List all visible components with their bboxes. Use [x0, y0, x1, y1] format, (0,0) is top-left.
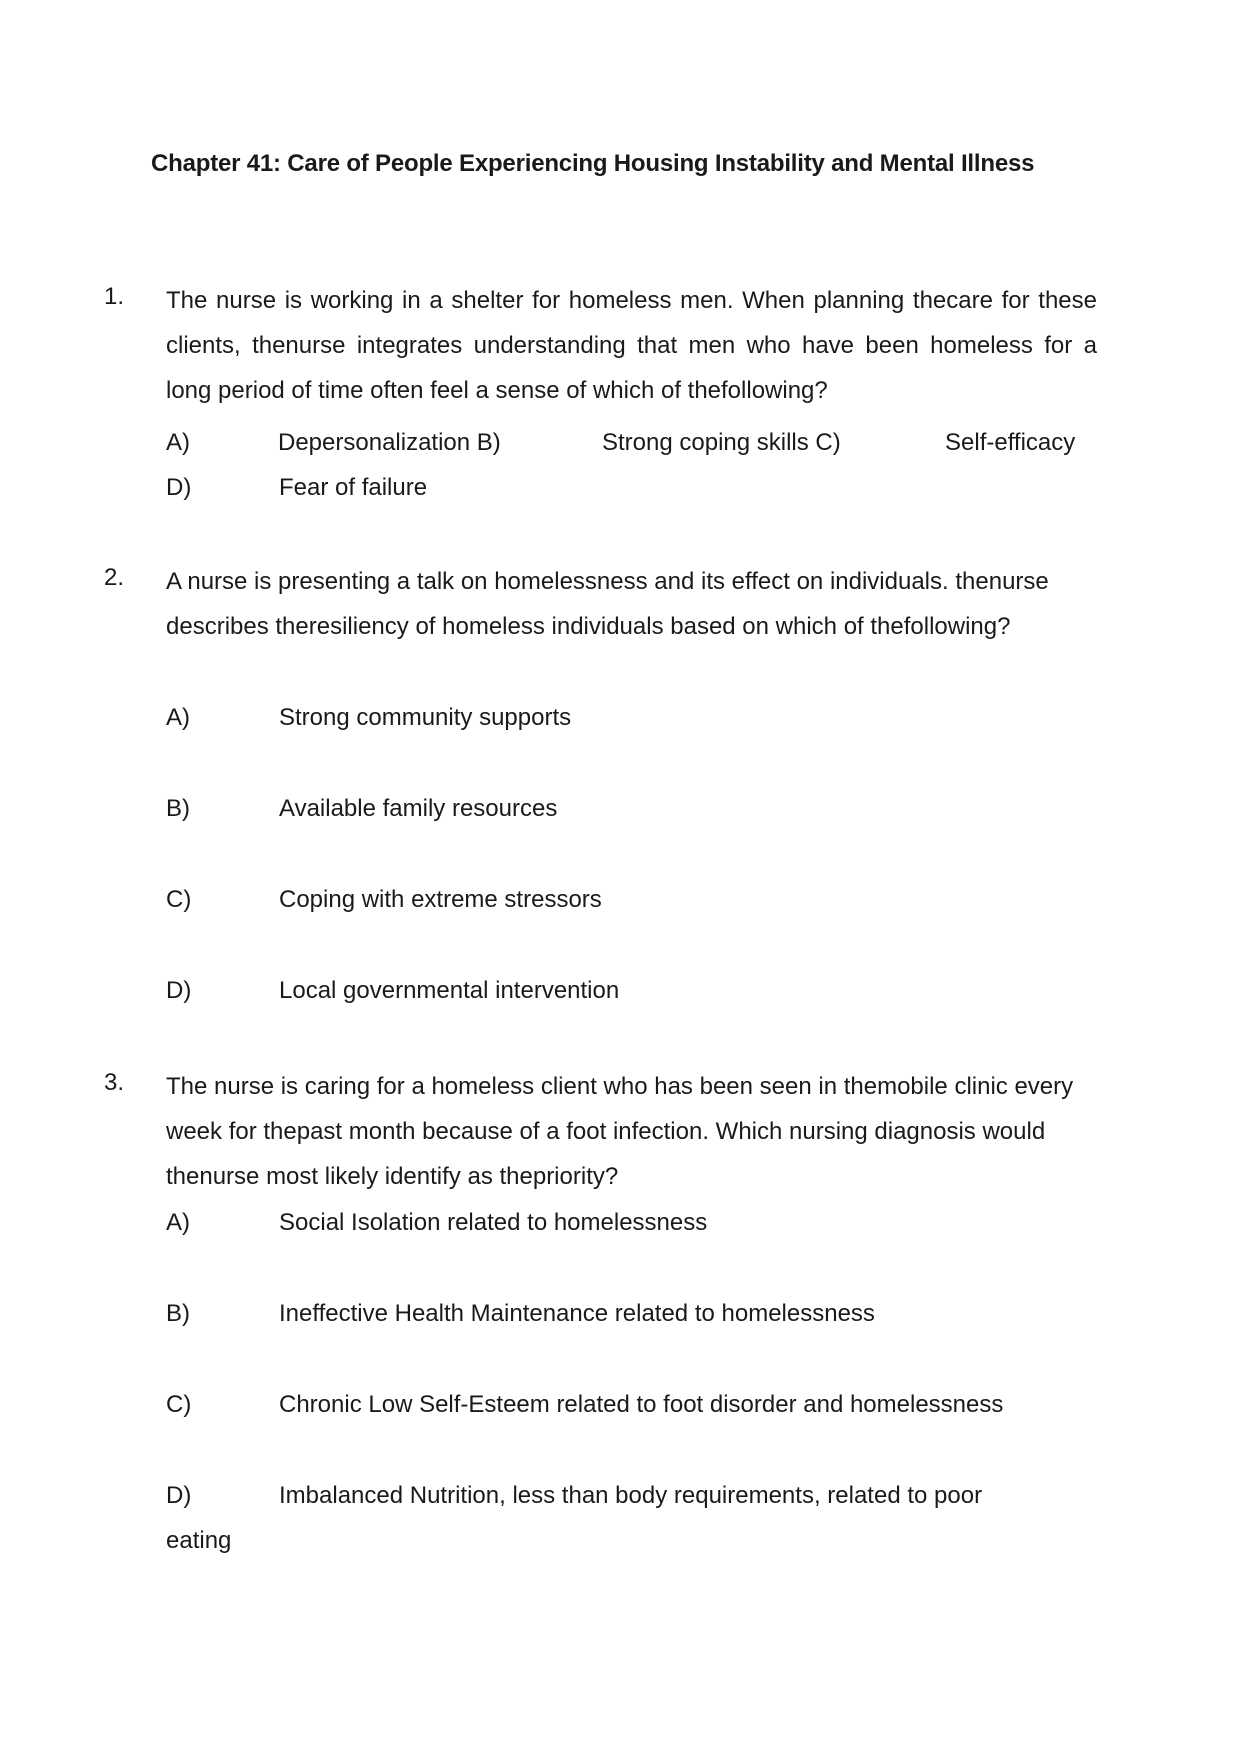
option-letter: D) — [166, 977, 192, 1004]
option-text: Social Isolation related to homelessness — [279, 1209, 708, 1236]
option-text: Strong community supports — [279, 704, 572, 731]
option-text: Ineffective Health Maintenance related to homelessness — [279, 1300, 875, 1327]
option-letter: D) — [166, 474, 192, 501]
option-text: Depersonalization B) — [278, 429, 501, 456]
option-text: Strong coping skills C) — [602, 429, 841, 456]
option-text: Available family resources — [279, 795, 558, 822]
option-text-wrap: eating — [166, 1527, 232, 1554]
question-stem: The nurse is working in a shelter for homeless men. When planning thecare for these clients, thenurse integrates understanding that men who have been homeless for a long period of time often feel a sense of which of thefollowing? — [166, 287, 1097, 404]
option-text: Imbalanced Nutrition, less than body requirements, related to poor — [279, 1482, 983, 1509]
option-letter: A) — [166, 429, 190, 456]
question-stem: A nurse is presenting a talk on homelessness and its effect on individuals. thenurse describes theresiliency of homeless individuals based on which of thefollowing? — [166, 568, 1049, 640]
question-number: 1. — [104, 283, 125, 310]
option-letter: C) — [166, 886, 192, 913]
question-number: 2. — [104, 564, 125, 591]
option-text: Local governmental intervention — [279, 977, 620, 1004]
option-letter: B) — [166, 1300, 190, 1327]
option-letter: D) — [166, 1482, 192, 1509]
option-text: Chronic Low Self-Esteem related to foot disorder and homelessness — [279, 1391, 1004, 1418]
question-stem: The nurse is caring for a homeless client who has been seen in themobile clinic every week for thepast month because of a foot infection. Which nursing diagnosis would thenurse most likely identify as thepriority? — [166, 1073, 1074, 1190]
page-title: Chapter 41: Care of People Experiencing Housing Instability and Mental Illness — [151, 150, 1035, 177]
option-letter: A) — [166, 1209, 190, 1236]
option-text: Fear of failure — [279, 474, 428, 501]
option-text: Self-efficacy — [945, 429, 1076, 456]
option-letter: A) — [166, 704, 190, 731]
option-letter: B) — [166, 795, 190, 822]
option-letter: C) — [166, 1391, 192, 1418]
question-number: 3. — [104, 1069, 125, 1096]
option-text: Coping with extreme stressors — [279, 886, 602, 913]
